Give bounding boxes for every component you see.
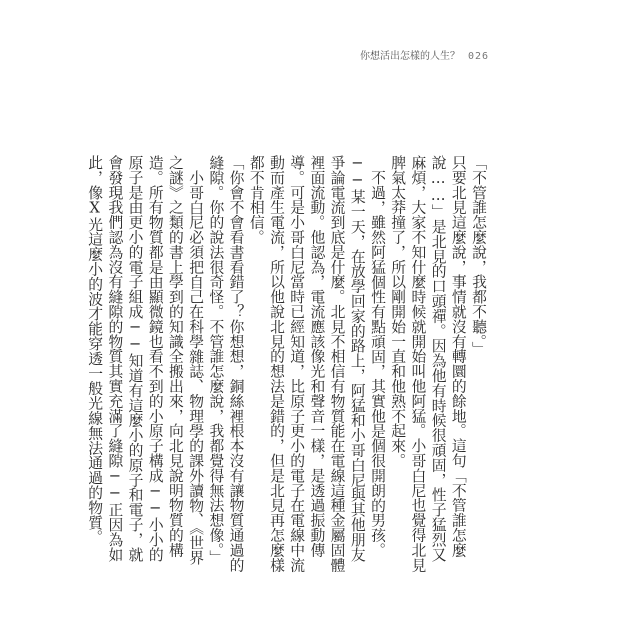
book-title: 你想活出怎樣的人生？: [360, 51, 460, 62]
page-number: 026: [468, 51, 490, 62]
paragraph-2: 只要北見這麼說，事情就沒有轉圜的餘地。這句「不管誰怎麼說……」是北見的口頭禪。因為他有時候很頑固，性子猛烈又麻煩，大家不知什麼時候就開始叫他阿猛。小哥白尼也覺得北見脾氣太莽撞了，所以剛開始一直和他熟不起來。: [389, 155, 467, 573]
vertical-text-body: [86, 155, 488, 575]
paragraph-5: 小哥白尼必須把自己在科學雜誌、物理學的課外讀物、《世界之謎》之類的書上學到的知識全搬出來，向北見說明物質的構造。所有物質都是由顯微鏡也看不到的小原子構成──小小的原子是由更小的電子組成──知道有這麼小的原子和電子，就會發現我們認為沒有縫隙的物質其實充滿了縫隙──正因為如此，像X光這麼小的波才能穿透一般光線無法通過的物質。: [86, 155, 205, 565]
paragraph-4: 「你會不會看書看錯了？你想想，銅絲裡根本沒有讓物質通過的縫隙。你的說法很奇怪。不管誰怎麼說，我都覺得無法想像。」: [207, 155, 245, 573]
running-header: [360, 50, 500, 64]
paragraph-3: 不過，雖然阿猛個性有點頑固，其實他是個很開朗的男孩。──某一天，在放學回家的路上，阿猛和小哥白尼與其他朋友爭論電流到底是什麼。北見不相信有物質能在電線這種金屬固體裡面流動。他認為，電流應該像光和聲音一樣，是透過振動傳導。可是小哥白尼當時已經知道，比原子更小的電子在電線中流動而產生電流，所以他說北見的想法是錯的，但是北見再怎麼樣都不肯相信。: [247, 155, 386, 573]
paragraph-1: 「不管誰怎麼說，我都不聽。」: [470, 155, 487, 357]
